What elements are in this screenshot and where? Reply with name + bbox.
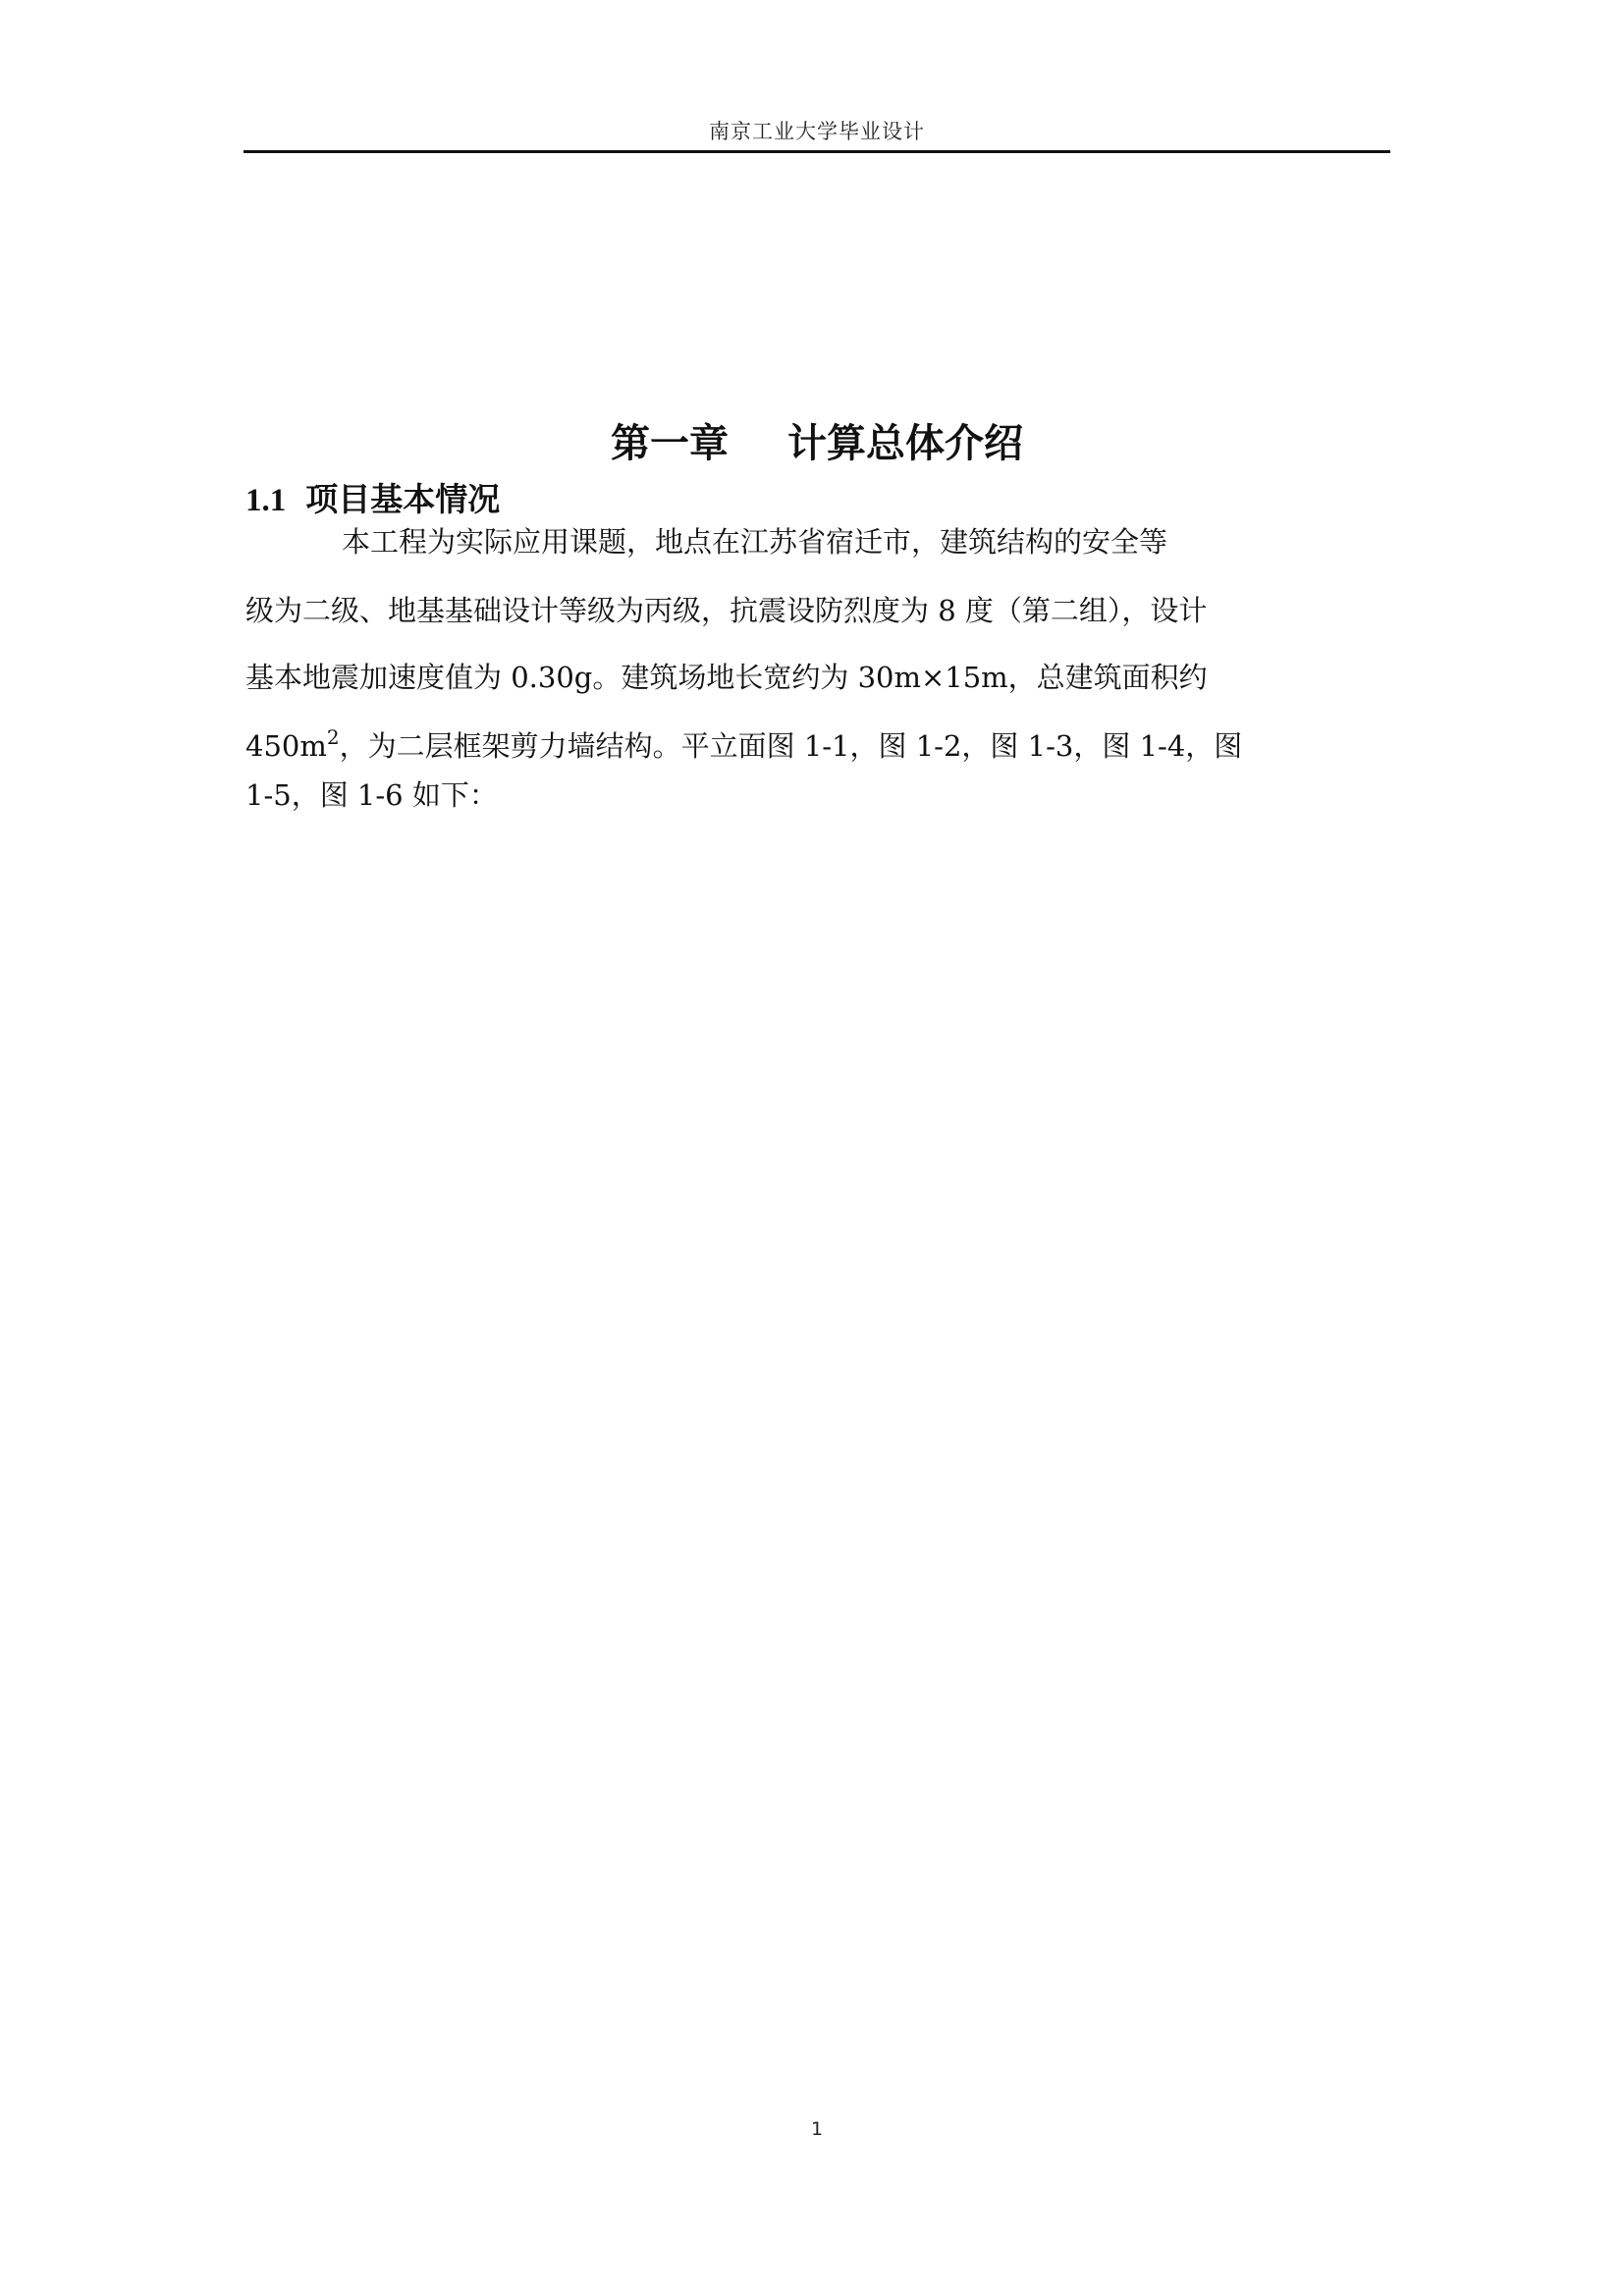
- running-header: 南京工业大学毕业设计: [709, 120, 925, 143]
- paragraph-line: [245, 724, 1242, 765]
- area-value: 450m: [245, 729, 327, 763]
- chapter-name: 计算总体介绍: [787, 420, 1023, 466]
- page-number: 1: [810, 2118, 824, 2140]
- section-title: 项目基本情况: [305, 480, 501, 518]
- paragraph-line: 级为二级、地基基础设计等级为丙级，抗震设防烈度为 8 度（第二组），设计: [245, 594, 1208, 627]
- paragraph-line: 1-5，图 1-6 如下：: [245, 778, 498, 812]
- section-number: 1.1: [245, 483, 287, 518]
- chapter-number: 第一章: [611, 420, 729, 466]
- paragraph-line: 本工程为实际应用课题，地点在江苏省宿迁市，建筑结构的安全等: [342, 525, 1168, 559]
- section-heading: [245, 474, 500, 520]
- paragraph-line: 基本地震加速度值为 0.30g。建筑场地长宽约为 30m×15m，总建筑面积约: [245, 661, 1208, 694]
- chapter-title: [244, 412, 1390, 468]
- paragraph-text: ，为二层框架剪力墙结构。平立面图 1-1，图 1-2，图 1-3，图 1-4，图: [339, 729, 1243, 763]
- header-rule: [244, 150, 1390, 153]
- superscript: 2: [326, 725, 340, 749]
